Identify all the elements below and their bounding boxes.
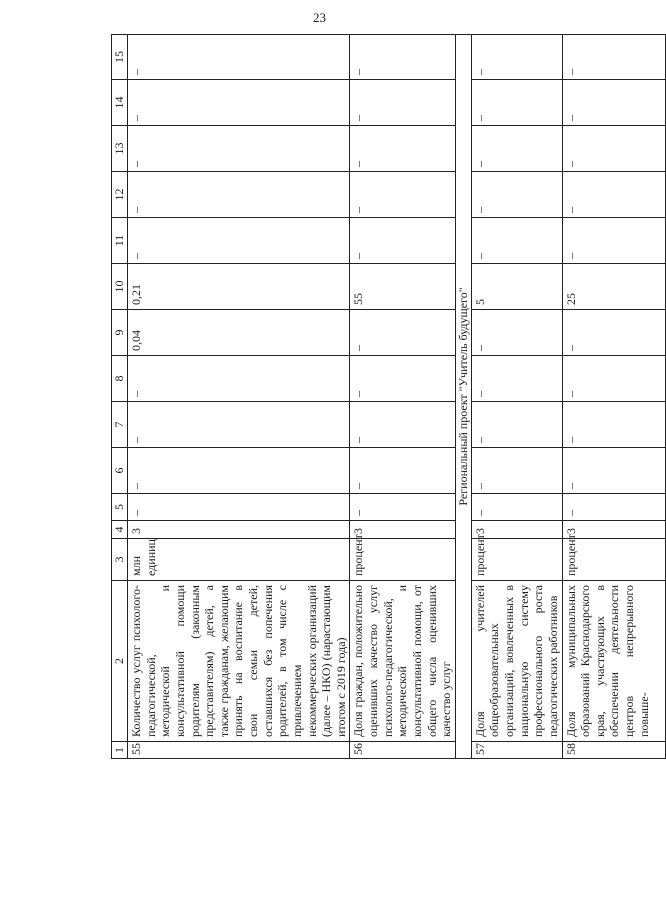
cell-value: – xyxy=(471,80,562,126)
column-number: 5 xyxy=(112,494,128,521)
cell-value: 55 xyxy=(350,264,455,310)
indicator-name: Количество услуг психолого-педагогической, методической и консультативной помощи родителям (законным представителям) детей, а также гражданам, желающим принять на воспитание в свои семьи детей, оставшихся без попечения родителей, в том числе с привлечением некоммерческих организаций (далее – НКО) (нарастающим итогом с 2019 года) xyxy=(128,581,350,742)
cell-value: – xyxy=(128,494,350,521)
section-row xyxy=(455,35,471,759)
cell-value: – xyxy=(562,218,665,264)
table-row xyxy=(562,35,665,759)
cell-value: 25 xyxy=(562,264,665,310)
column-number: 10 xyxy=(112,264,128,310)
table-row xyxy=(128,35,350,759)
cell-value: – xyxy=(128,218,350,264)
cell-value: – xyxy=(471,402,562,448)
cell-value: – xyxy=(350,494,455,521)
cell-value: 3 xyxy=(128,521,350,539)
unit: процент xyxy=(471,539,562,581)
cell-value: – xyxy=(471,448,562,494)
cell-value: 3 xyxy=(471,521,562,539)
indicator-name: Доля учителей общеобразовательных организаций, вовлеченных в национальную систему профессионального роста педагогических работников xyxy=(471,581,562,742)
row-number: 55 xyxy=(128,742,350,759)
table-row xyxy=(471,35,562,759)
cell-value: – xyxy=(128,172,350,218)
cell-value: – xyxy=(350,35,455,80)
cell-value: – xyxy=(471,172,562,218)
unit: процент xyxy=(562,539,665,581)
cell-value: 3 xyxy=(562,521,665,539)
cell-value: – xyxy=(471,356,562,402)
cell-value: – xyxy=(128,80,350,126)
cell-value: – xyxy=(350,448,455,494)
cell-value: – xyxy=(128,126,350,172)
header-row xyxy=(112,35,128,759)
column-number: 11 xyxy=(112,218,128,264)
column-number: 9 xyxy=(112,310,128,356)
cell-value: – xyxy=(562,310,665,356)
column-number: 13 xyxy=(112,126,128,172)
column-number: 14 xyxy=(112,80,128,126)
cell-value: 0,21 xyxy=(128,264,350,310)
cell-value: – xyxy=(471,218,562,264)
column-number: 7 xyxy=(112,402,128,448)
row-number: 57 xyxy=(471,742,562,759)
row-number: 56 xyxy=(350,742,455,759)
cell-value: – xyxy=(562,494,665,521)
cell-value: – xyxy=(350,80,455,126)
cell-value: – xyxy=(471,494,562,521)
cell-value: – xyxy=(128,448,350,494)
cell-value: – xyxy=(471,126,562,172)
cell-value: – xyxy=(562,126,665,172)
cell-value: – xyxy=(562,448,665,494)
table-row xyxy=(350,35,455,759)
column-number: 2 xyxy=(112,581,128,742)
column-number: 8 xyxy=(112,356,128,402)
cell-value: – xyxy=(562,172,665,218)
cell-value: – xyxy=(471,35,562,80)
page-number: 23 xyxy=(313,10,326,25)
cell-value: 3 xyxy=(350,521,455,539)
cell-value: – xyxy=(562,35,665,80)
section-heading: Региональный проект "Учитель будущего" xyxy=(455,35,471,759)
cell-value: – xyxy=(350,126,455,172)
cell-value: – xyxy=(562,80,665,126)
column-number: 3 xyxy=(112,539,128,581)
column-number: 6 xyxy=(112,448,128,494)
column-number: 12 xyxy=(112,172,128,218)
unit: млн единиц xyxy=(128,539,350,581)
indicator-name: Доля граждан, положительно оценивших качество услуг психолого-педагогической, методической и консультативной помощи, от общего числа оценивших качество услуг xyxy=(350,581,455,742)
indicators-table xyxy=(111,34,666,759)
cell-value: – xyxy=(562,356,665,402)
column-number: 15 xyxy=(112,35,128,80)
rotated-table-wrapper xyxy=(111,35,651,759)
cell-value: 0,04 xyxy=(128,310,350,356)
cell-value: – xyxy=(350,172,455,218)
cell-value: 5 xyxy=(471,264,562,310)
cell-value: – xyxy=(350,356,455,402)
unit: процент xyxy=(350,539,455,581)
cell-value: – xyxy=(350,218,455,264)
cell-value: – xyxy=(350,402,455,448)
cell-value: – xyxy=(128,402,350,448)
cell-value: – xyxy=(128,356,350,402)
table-header xyxy=(112,35,128,759)
cell-value: – xyxy=(562,402,665,448)
cell-value: – xyxy=(350,310,455,356)
column-number: 1 xyxy=(112,742,128,759)
row-number: 58 xyxy=(562,742,665,759)
column-number: 4 xyxy=(112,521,128,539)
indicator-name: Доля муниципальных образований Краснодарского края, участвующих в обеспечении деятельности центров непрерывного повыше- xyxy=(562,581,665,742)
cell-value: – xyxy=(471,310,562,356)
cell-value: – xyxy=(128,35,350,80)
